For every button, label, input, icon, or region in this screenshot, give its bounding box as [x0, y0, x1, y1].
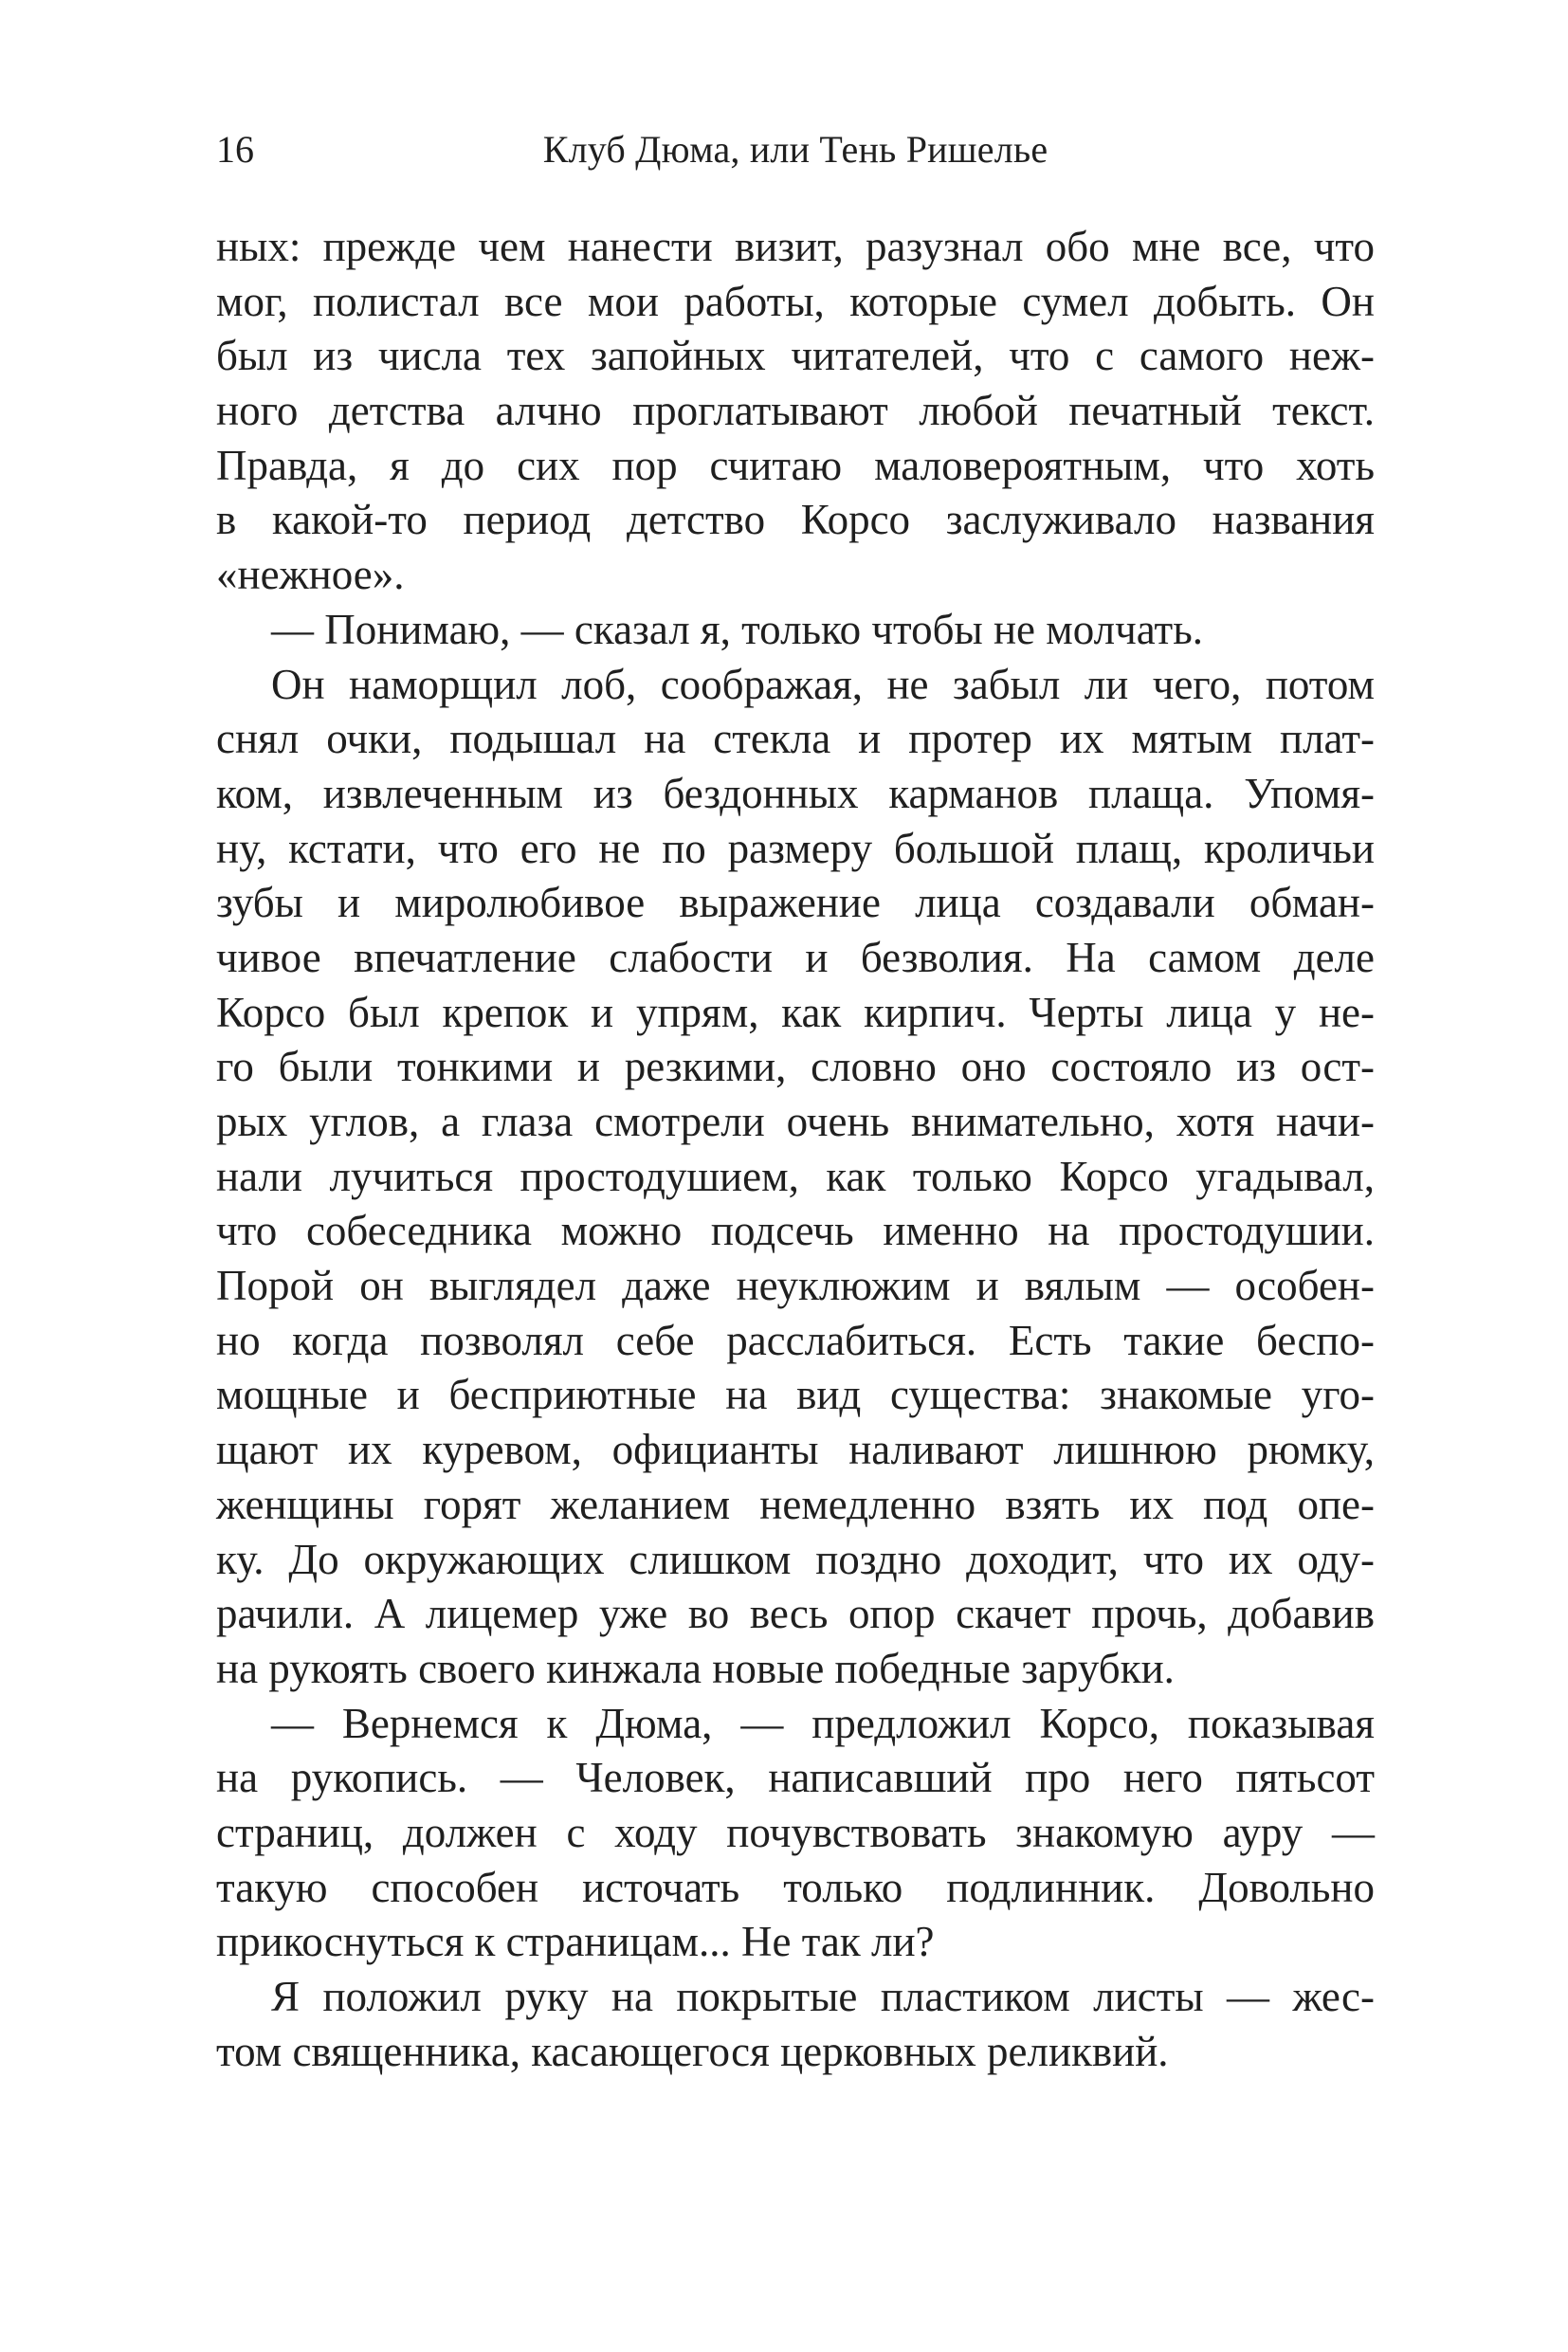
text-line: снял очки, подышал на стекла и протер их мятым плат- — [216, 715, 1375, 763]
text-line: Я положил руку на покрытые пластиком листы — жес- — [271, 1973, 1375, 2020]
text-line: Правда, я до сих пор считаю маловероятным, что хоть — [216, 441, 1375, 489]
text-line: ного детства алчно проглатывают любой печатный текст. — [216, 387, 1375, 435]
text-line: ком, извлеченным из бездонных карманов плаща. Упомя- — [216, 769, 1375, 817]
text-line: чивое впечатление слабости и безволия. На самом деле — [216, 933, 1375, 981]
text-line: на рукопись. — Человек, написавший про него пятьсот — [216, 1754, 1375, 1802]
paragraph — [216, 1970, 1375, 2079]
text-line: — Понимаю, — сказал я, только чтобы не молчать. — [271, 605, 1203, 653]
text-line: мог, полистал все мои работы, которые сумел добыть. Он — [216, 277, 1375, 325]
text-line: прикоснуться к страницам... Не так ли? — [216, 1918, 935, 1966]
page-number: 16 — [216, 128, 254, 171]
text-line: том священника, касающегося церковных реликвий. — [216, 2027, 1169, 2075]
text-line: в какой-то период детство Корсо заслуживало названия — [216, 496, 1375, 544]
text-line: Корсо был крепок и упрям, как кирпич. Черты лица у не- — [216, 988, 1375, 1036]
text-body — [216, 220, 1375, 2079]
text-line: го были тонкими и резкими, словно оно состояло из ост- — [216, 1043, 1375, 1091]
text-line: что собеседника можно подсечь именно на простодушии. — [216, 1207, 1375, 1255]
running-title: Клуб Дюма, или Тень Ришелье — [542, 128, 1048, 171]
paragraph — [216, 603, 1375, 658]
text-line: страниц, должен с ходу почувствовать знакомую ауру — — [216, 1808, 1375, 1856]
text-line: зубы и миролюбивое выражение лица создавали обман- — [216, 879, 1375, 927]
text-line: рых углов, а глаза смотрели очень внимательно, хотя начи- — [216, 1098, 1375, 1145]
text-line: Он наморщил лоб, соображая, не забыл ли чего, потом — [271, 660, 1375, 708]
text-line: женщины горят желанием немедленно взять их под опе- — [216, 1480, 1375, 1528]
text-line: ных: прежде чем нанести визит, разузнал обо мне все, что — [216, 223, 1375, 270]
text-line: мощные и бесприютные на вид существа: знакомые уго- — [216, 1371, 1375, 1419]
text-line: был из числа тех запойных читателей, что с самого неж- — [216, 332, 1375, 380]
text-line: щают их куревом, официанты наливают лишнюю рюмку, — [216, 1426, 1375, 1474]
text-line: но когда позволял себе расслабиться. Есть такие беспо- — [216, 1316, 1375, 1364]
paragraph — [216, 658, 1375, 1697]
text-line: нали лучиться простодушием, как только Корсо угадывал, — [216, 1152, 1375, 1200]
text-line: ну, кстати, что его не по размеру большой плащ, кроличьи — [216, 824, 1375, 872]
text-line: на рукоять своего кинжала новые победные зарубки. — [216, 1644, 1175, 1692]
paragraph — [216, 1697, 1375, 1970]
text-line: — Вернемся к Дюма, — предложил Корсо, показывая — [271, 1699, 1375, 1747]
page-header — [216, 121, 1375, 178]
text-line: такую способен источать только подлинник. Довольно — [216, 1863, 1375, 1911]
text-line: рачили. А лицемер уже во весь опор скачет прочь, добавив — [216, 1590, 1375, 1638]
paragraph — [216, 220, 1375, 603]
text-line: ку. До окружающих слишком поздно доходит, что их оду- — [216, 1535, 1375, 1583]
text-line: «нежное». — [216, 551, 405, 599]
text-line: Порой он выглядел даже неуклюжим и вялым — особен- — [216, 1262, 1375, 1310]
